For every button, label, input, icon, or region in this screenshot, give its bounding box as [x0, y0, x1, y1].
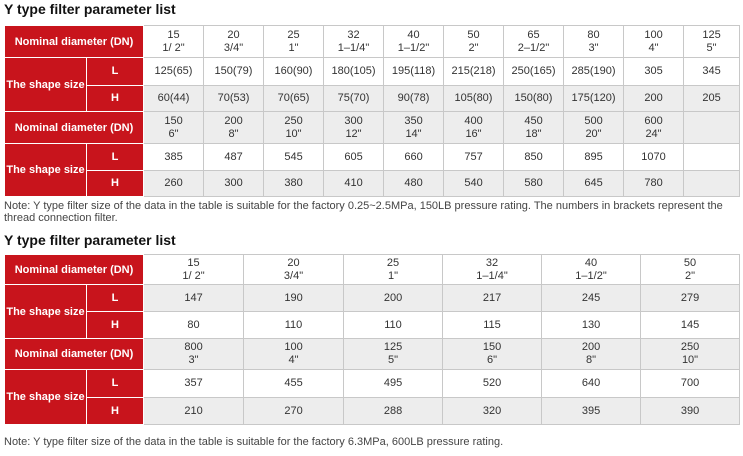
height-cell: 320 [443, 398, 542, 425]
dn-cell: 80 3" [564, 26, 624, 58]
length-cell: 279 [641, 285, 740, 312]
length-cell: 487 [204, 144, 264, 171]
length-cell: 190 [244, 285, 344, 312]
dn-cell: 15 1/ 2" [144, 26, 204, 58]
length-label: L [87, 285, 144, 312]
height-cell: 288 [344, 398, 443, 425]
height-cell: 150(80) [504, 86, 564, 112]
height-cell: 105(80) [444, 86, 504, 112]
dn-cell: 20 3/4" [244, 255, 344, 285]
length-cell: 125(65) [144, 58, 204, 86]
length-cell: 285(190) [564, 58, 624, 86]
height-cell: 175(120) [564, 86, 624, 112]
shape-size-header: The shape size [5, 370, 87, 425]
height-cell: 200 [624, 86, 684, 112]
length-cell: 660 [384, 144, 444, 171]
height-cell: 300 [204, 171, 264, 197]
length-cell: 520 [443, 370, 542, 398]
height-cell: 110 [344, 312, 443, 339]
dn-cell: 20 3/4" [204, 26, 264, 58]
length-cell: 895 [564, 144, 624, 171]
dn-cell: 125 5" [684, 26, 740, 58]
length-cell: 1070 [624, 144, 684, 171]
height-cell: 80 [144, 312, 244, 339]
height-cell: 70(65) [264, 86, 324, 112]
height-cell: 480 [384, 171, 444, 197]
length-cell: 305 [624, 58, 684, 86]
height-cell: 410 [324, 171, 384, 197]
length-cell: 545 [264, 144, 324, 171]
nominal-diameter-header: Nominal diameter (DN) [5, 112, 144, 144]
dn-cell: 400 16" [444, 112, 504, 144]
length-cell: 245 [542, 285, 641, 312]
length-cell: 700 [641, 370, 740, 398]
height-label: H [87, 398, 144, 425]
length-label: L [87, 58, 144, 86]
length-cell: 757 [444, 144, 504, 171]
length-cell: 345 [684, 58, 740, 86]
length-cell: 640 [542, 370, 641, 398]
length-cell: 357 [144, 370, 244, 398]
length-cell: 215(218) [444, 58, 504, 86]
length-label: L [87, 144, 144, 171]
dn-cell: 500 20" [564, 112, 624, 144]
dn-cell: 200 8" [204, 112, 264, 144]
parameter-table-1 [4, 25, 740, 197]
length-cell: 150(79) [204, 58, 264, 86]
length-cell: 180(105) [324, 58, 384, 86]
height-cell: 70(53) [204, 86, 264, 112]
dn-cell: 250 10" [641, 339, 740, 370]
shape-size-header: The shape size [5, 58, 87, 112]
height-cell: 75(70) [324, 86, 384, 112]
dn-cell: 600 24" [624, 112, 684, 144]
height-cell: 130 [542, 312, 641, 339]
table1-title: Y type filter parameter list [4, 1, 176, 17]
height-cell: 390 [641, 398, 740, 425]
length-cell: 250(165) [504, 58, 564, 86]
height-label: H [87, 171, 144, 197]
shape-size-header: The shape size [5, 144, 87, 197]
dn-cell: 150 6" [443, 339, 542, 370]
height-cell: 110 [244, 312, 344, 339]
nominal-diameter-header: Nominal diameter (DN) [5, 26, 144, 58]
length-cell: 217 [443, 285, 542, 312]
height-cell: 380 [264, 171, 324, 197]
table2-note: Note: Y type filter size of the data in the table is suitable for the factory 6.3MPa, 600LB pressure rating. [4, 436, 504, 448]
height-cell: 645 [564, 171, 624, 197]
height-cell: 580 [504, 171, 564, 197]
dn-cell: 15 1/ 2" [144, 255, 244, 285]
height-cell: 60(44) [144, 86, 204, 112]
height-cell: 145 [641, 312, 740, 339]
length-cell: 160(90) [264, 58, 324, 86]
height-cell: 395 [542, 398, 641, 425]
length-cell: 385 [144, 144, 204, 171]
empty-cell [684, 144, 740, 171]
dn-cell: 150 6" [144, 112, 204, 144]
height-cell: 540 [444, 171, 504, 197]
height-cell: 115 [443, 312, 542, 339]
dn-cell: 450 18" [504, 112, 564, 144]
table2-title: Y type filter parameter list [4, 232, 176, 248]
height-cell: 270 [244, 398, 344, 425]
empty-cell [684, 171, 740, 197]
height-cell: 90(78) [384, 86, 444, 112]
dn-cell: 800 3" [144, 339, 244, 370]
dn-cell: 50 2" [444, 26, 504, 58]
dn-cell: 250 10" [264, 112, 324, 144]
length-cell: 495 [344, 370, 443, 398]
height-label: H [87, 86, 144, 112]
dn-cell: 300 12" [324, 112, 384, 144]
dn-cell: 350 14" [384, 112, 444, 144]
length-label: L [87, 370, 144, 398]
empty-cell [684, 112, 740, 144]
dn-cell: 65 2–1/2" [504, 26, 564, 58]
height-cell: 260 [144, 171, 204, 197]
dn-cell: 25 1" [344, 255, 443, 285]
parameter-table-2 [4, 254, 740, 425]
length-cell: 605 [324, 144, 384, 171]
dn-cell: 40 1–1/2" [384, 26, 444, 58]
shape-size-header: The shape size [5, 285, 87, 339]
height-cell: 205 [684, 86, 740, 112]
dn-cell: 125 5" [344, 339, 443, 370]
table1-note: Note: Y type filter size of the data in the table is suitable for the factory 0.25~2.5MPa, 150LB pressure rating. The numbers in brackets represent the thread connection filter. [4, 200, 723, 224]
height-cell: 210 [144, 398, 244, 425]
length-cell: 195(118) [384, 58, 444, 86]
dn-cell: 100 4" [624, 26, 684, 58]
dn-cell: 32 1–1/4" [324, 26, 384, 58]
height-cell: 780 [624, 171, 684, 197]
nominal-diameter-header: Nominal diameter (DN) [5, 339, 144, 370]
dn-cell: 25 1" [264, 26, 324, 58]
dn-cell: 100 4" [244, 339, 344, 370]
length-cell: 455 [244, 370, 344, 398]
dn-cell: 32 1–1/4" [443, 255, 542, 285]
dn-cell: 200 8" [542, 339, 641, 370]
length-cell: 200 [344, 285, 443, 312]
dn-cell: 50 2" [641, 255, 740, 285]
height-label: H [87, 312, 144, 339]
dn-cell: 40 1–1/2" [542, 255, 641, 285]
length-cell: 147 [144, 285, 244, 312]
nominal-diameter-header: Nominal diameter (DN) [5, 255, 144, 285]
length-cell: 850 [504, 144, 564, 171]
